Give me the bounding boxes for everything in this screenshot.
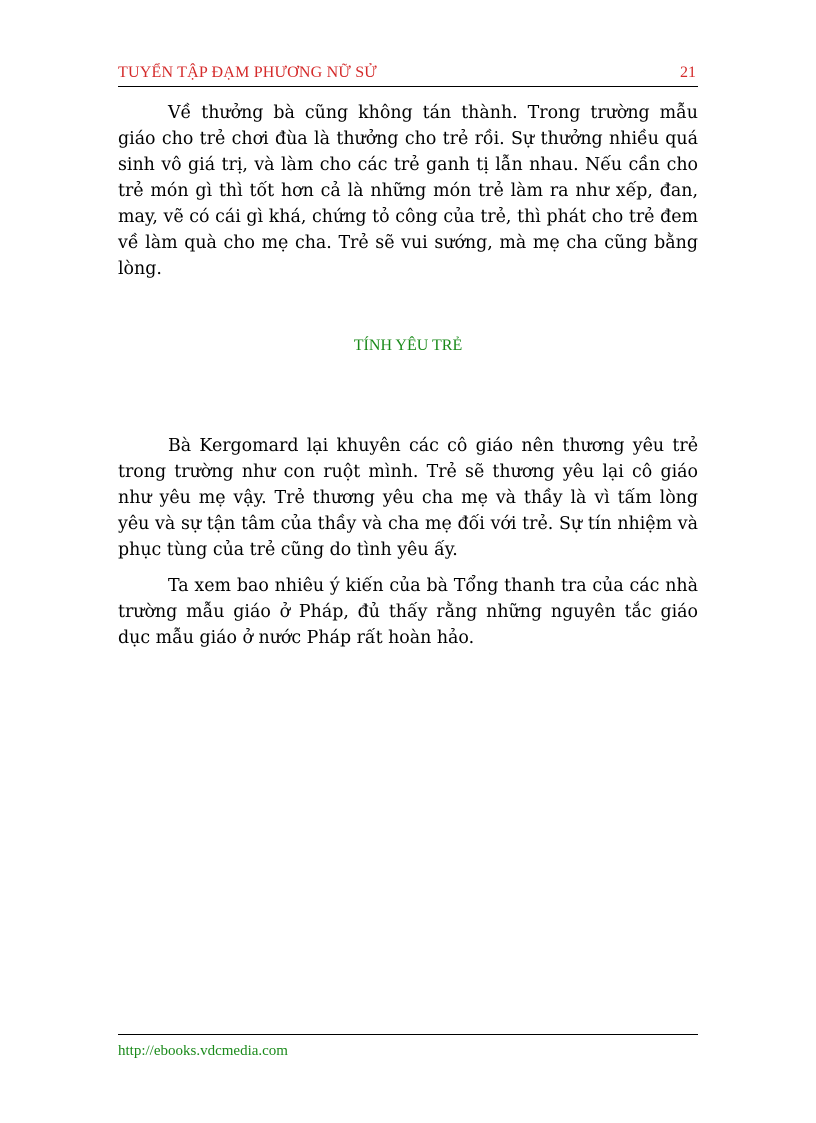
- paragraph-love: [118, 433, 698, 563]
- page-header: [118, 62, 698, 87]
- paragraph-conclusion: [118, 573, 698, 651]
- footer-divider: [118, 1034, 698, 1035]
- paragraph-reward-text: Về thưởng bà cũng không tán thành. Trong trường mẫu giáo cho trẻ chơi đùa là thưởng cho trẻ rồi. Sự thưởng nhiều quá sinh vô giá trị, và làm cho các trẻ ganh tị lẫn nhau. Nếu cần cho trẻ món gì thì tốt hơn cả là những món trẻ làm ra như xếp, đan, may, vẽ có cái gì khá, chứng tỏ công của trẻ, thì phát cho trẻ đem về làm quà cho mẹ cha. Trẻ sẽ vui sướng, mà mẹ cha cũng bằng lòng.: [118, 103, 698, 279]
- paragraph-love-text: Bà Kergomard lại khuyên các cô giáo nên thương yêu trẻ trong trường như con ruột mình. Trẻ sẽ thương yêu lại cô giáo như yêu mẹ vậy. Trẻ thương yêu cha mẹ và thầy là vì tấm lòng yêu và sự tận tâm của thầy và cha mẹ đối với trẻ. Sự tín nhiệm và phục tùng của trẻ cũng do tình yêu ấy.: [118, 436, 698, 560]
- section-heading: TÍNH YÊU TRẺ: [353, 337, 463, 354]
- book-title: TUYỂN TẬP ĐẠM PHƯƠNG NỮ SỬ: [118, 64, 377, 81]
- footer-link[interactable]: http://ebooks.vdcmedia.com: [118, 1043, 288, 1059]
- page-number: 21: [680, 64, 696, 81]
- paragraph-reward: [118, 100, 698, 282]
- paragraph-conclusion-text: Ta xem bao nhiêu ý kiến của bà Tổng thanh tra của các nhà trường mẫu giáo ở Pháp, đủ thấy rằng những nguyên tắc giáo dục mẫu giáo ở nước Pháp rất hoàn hảo.: [118, 576, 698, 648]
